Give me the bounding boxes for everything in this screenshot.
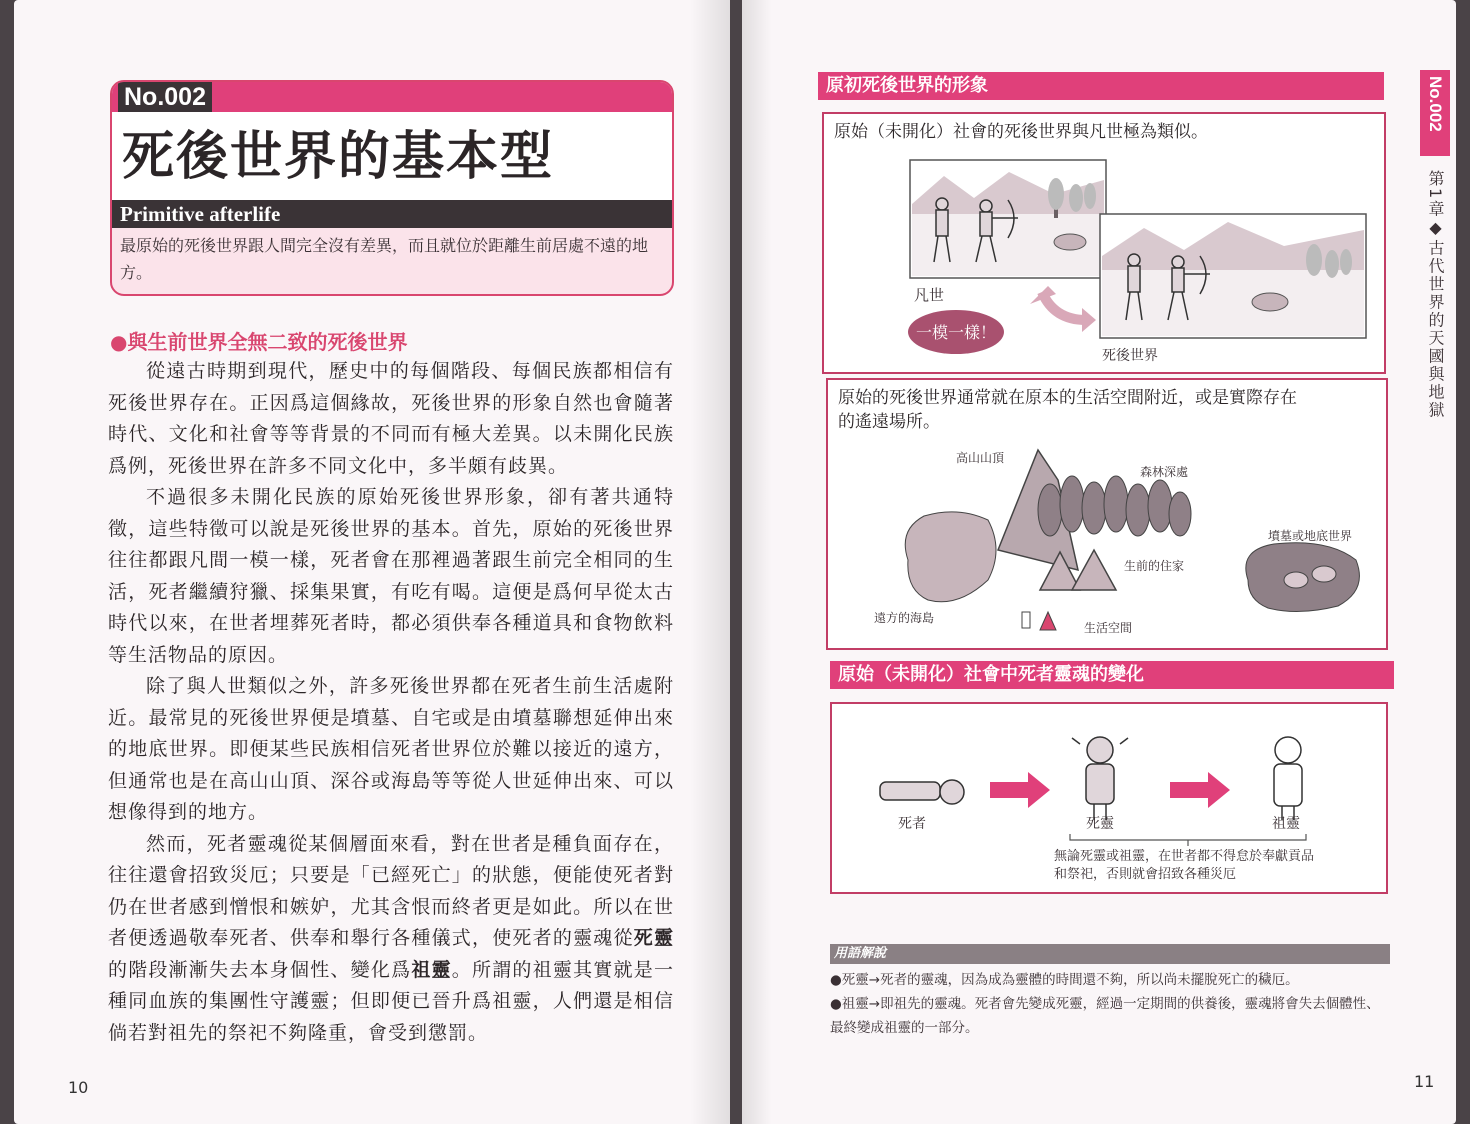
- dead-spirit-figure-icon: [1072, 737, 1128, 820]
- label-deceased: 死者: [898, 816, 926, 832]
- page-subtitle: Primitive afterlife: [120, 202, 281, 226]
- label-mortal-world: 凡世: [914, 286, 945, 304]
- bullet-icon: ●: [110, 330, 128, 354]
- entry-number-badge: No.002: [118, 82, 212, 112]
- arrow-right-icon: [990, 772, 1050, 808]
- label-afterlife: 死後世界: [1102, 348, 1158, 364]
- fire-icon: [1040, 612, 1056, 630]
- panel-afterlife-locations: [826, 378, 1388, 650]
- label-same: 一模一樣！: [916, 323, 997, 342]
- illustration-two-worlds: [824, 114, 1384, 372]
- island-icon: [905, 512, 996, 602]
- summary-text: 最原始的死後世界跟人間完全沒有差異，而且就位於距離生前居處不遠的地方。: [120, 236, 649, 282]
- terms-bar: [830, 944, 1390, 964]
- paragraph-part: 。所謂的祖靈其實就是一種同血族的集團性守護靈；但即便已晉升爲祖靈，人們還是相信倘若對祖先的祭祀不夠隆重，會受到懲罰。: [108, 958, 674, 1044]
- page-number-right: 11: [1414, 1072, 1435, 1091]
- page-title: 死後世界的基本型: [122, 126, 555, 187]
- body-text: [108, 356, 674, 1049]
- paragraph: 除了與人世類似之外，許多死後世界都在死者生前生活處附近。最常見的死後世界便是墳墓、自宅或是由墳墓聯想延伸出來的地底世界。即便某些民族相信死者世界位於難以接近的遠方，但通常也是在高山山頂、深谷或海島等等從人世延伸出來、可以想像得到的地方。: [108, 675, 674, 823]
- terms-list: [830, 968, 1390, 1040]
- label-dead-spirit: 死靈: [1086, 816, 1114, 832]
- gutter-shadow: [742, 0, 772, 1124]
- gutter-shadow: [690, 0, 730, 1124]
- paragraph: [108, 829, 674, 1050]
- panel-afterlife-similarity: [822, 112, 1386, 374]
- paragraph: 從遠古時期到現代，歷史中的每個階段、每個民族都相信有死後世界存在。正因爲這個緣故，死後世界的形象自然也會隨著時代、文化和社會等等背景的不同而有極大差異。以未開化民族爲例，死後世界在許多不同文化中，多半頗有歧異。: [108, 360, 674, 477]
- panel-caption-line2: 的遙遠場所。: [838, 412, 940, 432]
- title-box: [110, 80, 674, 296]
- paragraph-part: 的階段漸漸失去本身個性、變化爲: [108, 958, 412, 981]
- panel-soul-transformation: [830, 702, 1388, 894]
- side-chapter-title: 第1章◆古代世界的天國與地獄: [1426, 170, 1445, 420]
- paragraph-part: 然而，死者靈魂從某個層面來看，對在世者是種負面存在，往往還會招致災厄；只要是「已經死亡」的狀態，便能使死者對仍在世者感到憎恨和嫉妒，尤其含恨而終者更是如此。所以在世者便透過敬奉死者、供奉和舉行各種儀式，使死者的靈魂從: [108, 832, 674, 949]
- panel-caption-line1: 原始的死後世界通常就在原本的生活空間附近，或是實際存在: [838, 388, 1297, 408]
- mortal-world-scene: [910, 160, 1106, 278]
- exchange-arrows-icon: [1030, 286, 1096, 332]
- left-page: [14, 0, 730, 1124]
- deceased-figure-icon: [880, 780, 964, 804]
- term-ancestor: 祖靈: [411, 958, 452, 981]
- panel-note-line2: 和祭祀，否則就會招致各種災厄: [1054, 867, 1237, 882]
- paragraph: 不過很多未開化民族的原始死後世界形象，卻有著共通特徵，這些特徵可以說是死後世界的基本。首先，原始的死後世界往往都跟凡間一模一樣，死者會在那裡過著跟生前完全相同的生活，死者繼續狩獵、採集果實，有吃有喝。這便是爲何早從太古時代以來，在世者埋葬死者時，都必須供奉各種道具和食物飲料等生活物品的原因。: [108, 486, 674, 666]
- pot-icon: [1022, 612, 1030, 628]
- ancestor-figure-icon: [1274, 737, 1302, 820]
- label-ancestor-spirit: 祖靈: [1272, 816, 1300, 832]
- label-tomb: 墳墓或地底世界: [1268, 529, 1353, 543]
- illustration-soul-stages: [832, 704, 1386, 892]
- afterlife-scene: [1100, 214, 1366, 338]
- term-dead-spirit: 死靈: [633, 927, 674, 949]
- illustration-locations: [828, 380, 1386, 648]
- term-entry: ●祖靈→即祖先的靈魂。死者會先變成死靈，經過一定期間的供養後，靈魂將會失去個體性、最終變成祖靈的一部分。: [830, 996, 1380, 1036]
- panel-note-line1: 無論死靈或祖靈，在世者都不得怠於奉獻貢品: [1054, 849, 1315, 864]
- section-bar-primitive-afterlife: 原初死後世界的形象: [818, 72, 1384, 100]
- arrow-right-icon: [1170, 772, 1230, 808]
- side-entry-number: No.002: [1426, 76, 1445, 132]
- panel-caption: 原始（未開化）社會的死後世界與凡世極為類似。: [834, 122, 1208, 142]
- label-living-space: 生活空間: [1084, 621, 1133, 635]
- right-page: [742, 0, 1456, 1124]
- section-heading-text: 與生前世界全無二致的死後世界: [127, 330, 408, 354]
- label-home: 生前的住家: [1124, 559, 1185, 573]
- page-number-left: 10: [68, 1078, 89, 1097]
- label-island: 遠方的海島: [874, 611, 935, 625]
- terms-title: 用語解說: [834, 946, 887, 961]
- section-heading: [110, 326, 407, 355]
- bracket: [1070, 834, 1306, 840]
- label-mountain: 高山山頂: [956, 451, 1005, 465]
- section-bar-soul-change: 原始（未開化）社會中死者靈魂的變化: [830, 661, 1394, 689]
- label-forest: 森林深處: [1140, 465, 1189, 479]
- term-entry: ●死靈→死者的靈魂，因為成為靈體的時間還不夠，所以尚未擺脫死亡的穢厄。: [830, 972, 1299, 988]
